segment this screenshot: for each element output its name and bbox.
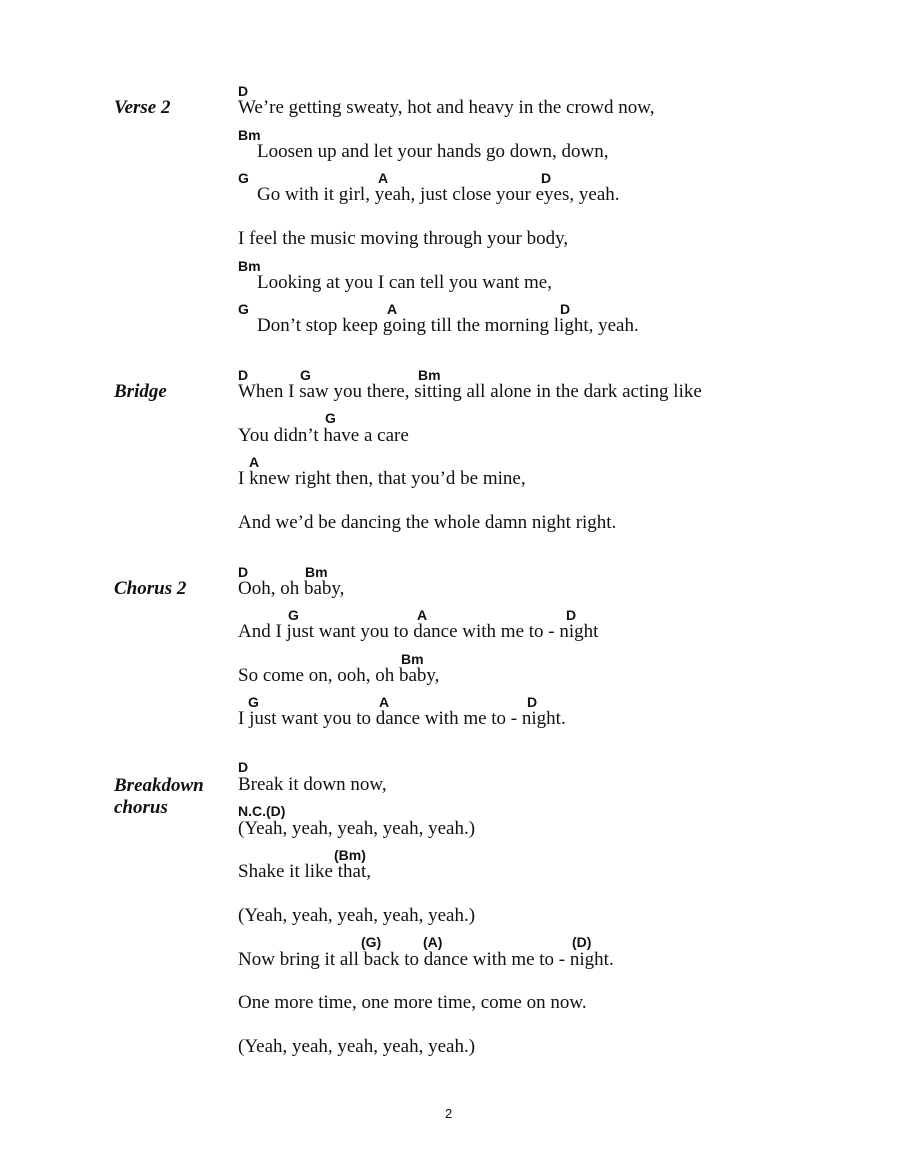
lyric-line: You didn’t have a care — [238, 425, 409, 446]
chord: Bm — [305, 564, 328, 580]
chord: D — [560, 301, 571, 317]
lyric-line: Go with it girl, yeah, just close your eyes, yeah. — [257, 184, 620, 205]
chord: D — [238, 367, 249, 383]
lyric-line: Shake it like that, — [238, 861, 371, 882]
chord: Bm — [238, 258, 261, 274]
chord: G — [238, 170, 249, 186]
lyric-line: And I just want you to dance with me to - night — [238, 621, 599, 642]
chord: Bm — [401, 651, 424, 667]
chord: G — [238, 301, 249, 317]
chord: D — [238, 83, 249, 99]
lyric-line: When I saw you there, sitting all alone in the dark acting like — [238, 381, 702, 402]
chord: G — [248, 694, 259, 710]
chord: A — [379, 694, 390, 710]
chord: (G) — [361, 934, 382, 950]
chord: Bm — [418, 367, 441, 383]
lyric-line: Break it down now, — [238, 774, 387, 795]
section-label-verse-2: Verse 2 — [114, 97, 171, 118]
chord: (A) — [423, 934, 443, 950]
lyric-line: Ooh, oh baby, — [238, 578, 345, 599]
lyric-line: We’re getting sweaty, hot and heavy in the crowd now, — [238, 97, 655, 118]
section-label-breakdown-chorus: Breakdown chorus — [114, 775, 204, 818]
lyric-line: So come on, ooh, oh baby, — [238, 665, 440, 686]
chord: G — [325, 410, 336, 426]
chord: D — [566, 607, 577, 623]
chord: A — [387, 301, 398, 317]
lyric-line: I knew right then, that you’d be mine, — [238, 468, 526, 489]
lyric-line: (Yeah, yeah, yeah, yeah, yeah.) — [238, 1036, 476, 1057]
lyric-line: Looking at you I can tell you want me, — [257, 272, 552, 293]
chord: D — [238, 564, 249, 580]
chord: (Bm) — [334, 847, 366, 863]
chord: D — [238, 759, 249, 775]
lyric-line: (Yeah, yeah, yeah, yeah, yeah.) — [238, 905, 476, 926]
section-label-bridge: Bridge — [114, 381, 167, 402]
lyric-line: I just want you to dance with me to - night. — [238, 708, 566, 729]
chord: A — [417, 607, 428, 623]
page-number: 2 — [445, 1106, 453, 1121]
lyric-line: I feel the music moving through your body, — [238, 228, 569, 249]
lyric-line: Don’t stop keep going till the morning light, yeah. — [257, 315, 639, 336]
chord: A — [249, 454, 260, 470]
section-label-chorus-2: Chorus 2 — [114, 578, 187, 599]
lyric-line: One more time, one more time, come on now. — [238, 992, 587, 1013]
chord: N.C.(D) — [238, 803, 286, 819]
lyric-line: Now bring it all back to dance with me to - night. — [238, 949, 614, 970]
chord: G — [300, 367, 311, 383]
chord: (D) — [572, 934, 592, 950]
chord: D — [541, 170, 552, 186]
lyric-line: And we’d be dancing the whole damn night right. — [238, 512, 617, 533]
chord: D — [527, 694, 538, 710]
chord: A — [378, 170, 389, 186]
chord: Bm — [238, 127, 261, 143]
chord: G — [288, 607, 299, 623]
lyric-line: Loosen up and let your hands go down, down, — [257, 141, 609, 162]
lyric-line: (Yeah, yeah, yeah, yeah, yeah.) — [238, 818, 476, 839]
